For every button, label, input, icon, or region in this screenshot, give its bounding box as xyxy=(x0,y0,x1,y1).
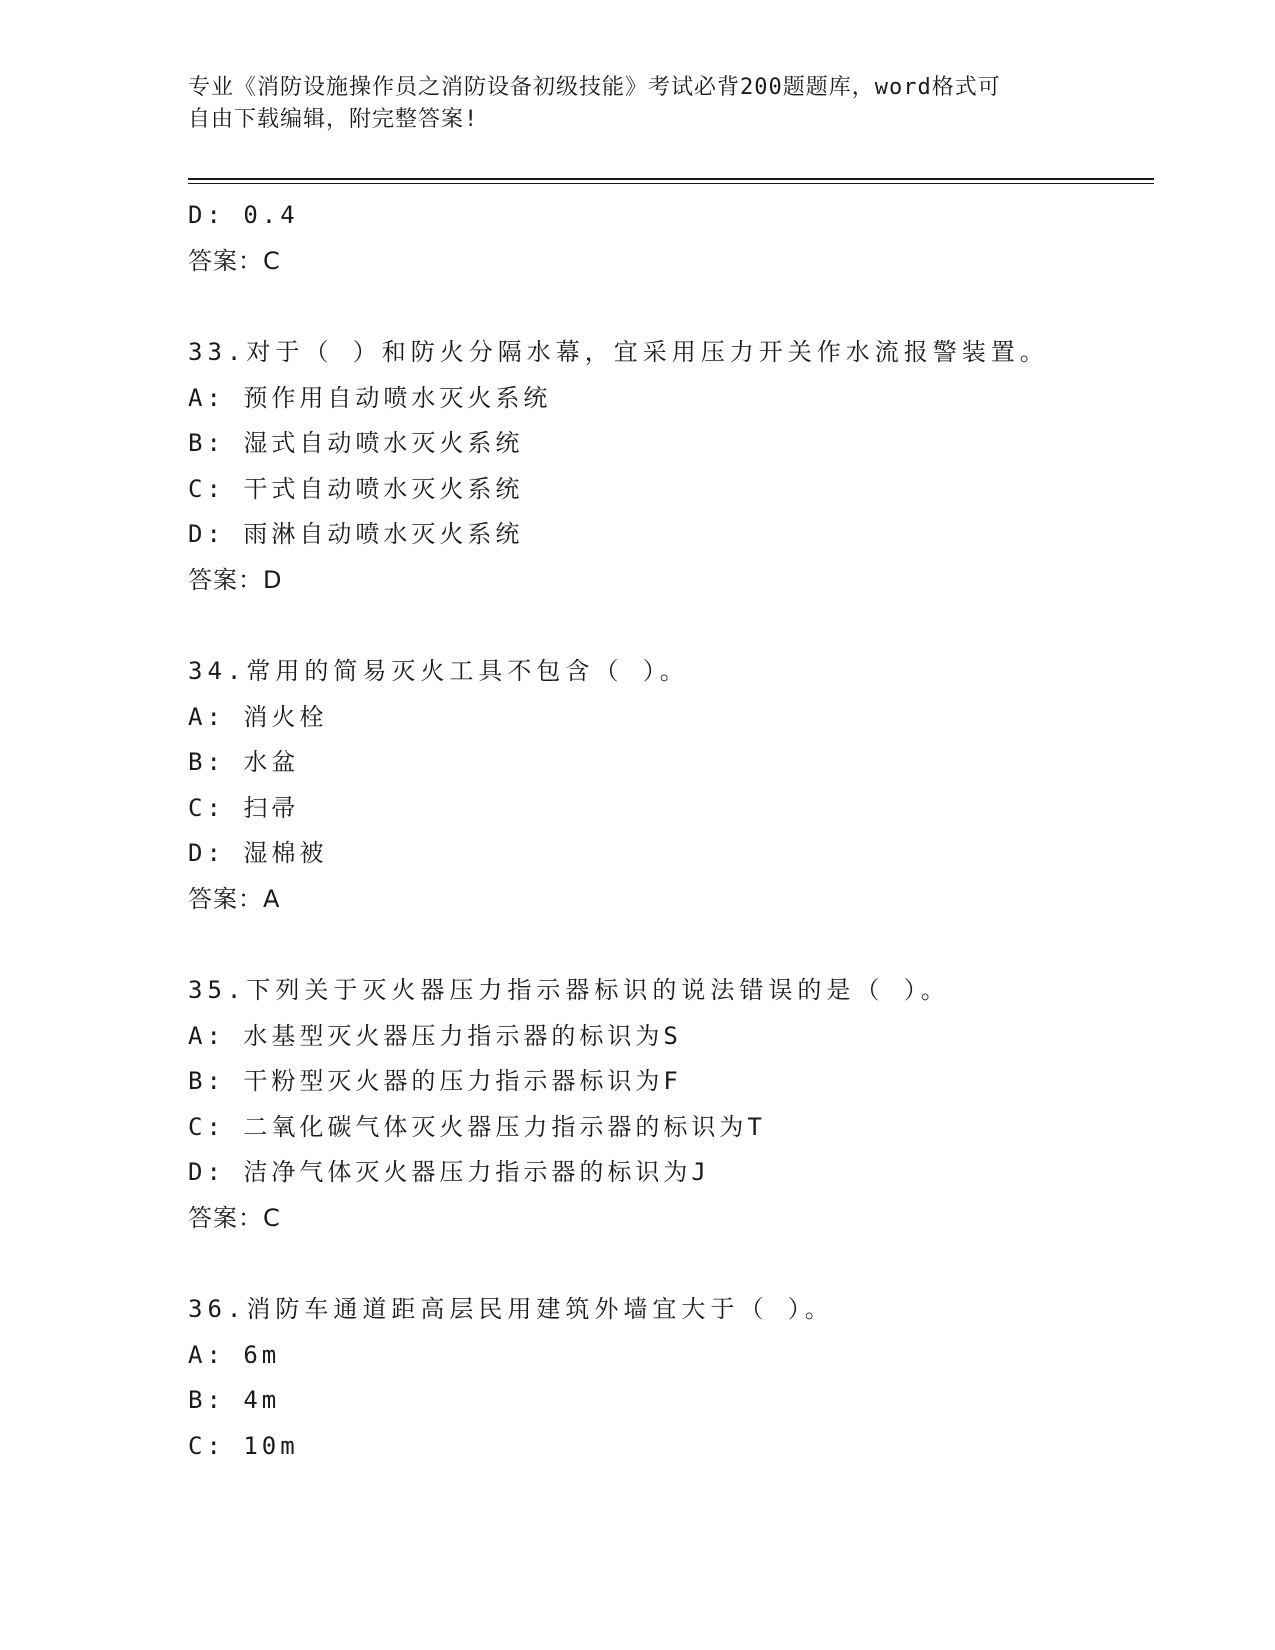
option-d: D: 湿棉被 xyxy=(188,839,328,867)
option-d: D: 雨淋自动喷水灭火系统 xyxy=(188,520,524,548)
option-d: D: 洁净气体灭火器压力指示器的标识为J xyxy=(188,1158,710,1186)
option-d: D: 0.4 xyxy=(188,201,299,229)
header-title-line-2: 自由下载编辑，附完整答案! xyxy=(188,107,479,132)
answer-line: 答案：C xyxy=(188,1203,281,1232)
header-divider-thin xyxy=(188,183,1154,184)
answer-line: 答案：A xyxy=(188,884,281,913)
option-b: B: 干粉型灭火器的压力指示器标识为F xyxy=(188,1067,682,1095)
document-body xyxy=(188,193,1154,1469)
option-a: A: 水基型灭火器压力指示器的标识为S xyxy=(188,1021,682,1050)
option-b: B: 水盆 xyxy=(188,748,300,776)
option-c: C: 二氧化碳气体灭火器压力指示器的标识为T xyxy=(188,1112,766,1141)
question-stem: 35.下列关于灭火器压力指示器标识的说法错误的是（ ）。 xyxy=(188,976,950,1004)
option-b: B: 4m xyxy=(188,1386,281,1414)
document-header xyxy=(188,72,1088,136)
previous-question-tail xyxy=(188,193,1154,284)
option-a: A: 6m xyxy=(188,1340,281,1369)
question-stem: 36.消防车通道距高层民用建筑外墙宜大于（ ）。 xyxy=(188,1295,834,1323)
question-33 xyxy=(188,330,1154,603)
question-stem: 34.常用的简易灭火工具不包含（ ）。 xyxy=(188,657,689,685)
option-c: C: 10m xyxy=(188,1431,299,1460)
question-35 xyxy=(188,968,1154,1241)
option-c: C: 扫帚 xyxy=(188,793,300,822)
answer-line: 答案：D xyxy=(188,565,283,594)
option-b: B: 湿式自动喷水灭火系统 xyxy=(188,429,524,457)
option-a: A: 预作用自动喷水灭火系统 xyxy=(188,383,552,412)
answer-line: 答案：C xyxy=(188,246,281,275)
option-a: A: 消火栓 xyxy=(188,702,328,731)
question-stem: 33.对于（ ）和防火分隔水幕，宜采用压力开关作水流报警装置。 xyxy=(188,338,1049,366)
question-34 xyxy=(188,649,1154,922)
question-36 xyxy=(188,1287,1154,1469)
option-c: C: 干式自动喷水灭火系统 xyxy=(188,474,524,503)
header-divider-thick xyxy=(188,178,1154,180)
header-title-line-1: 专业《消防设施操作员之消防设备初级技能》考试必背200题题库，word格式可 xyxy=(188,75,1001,100)
